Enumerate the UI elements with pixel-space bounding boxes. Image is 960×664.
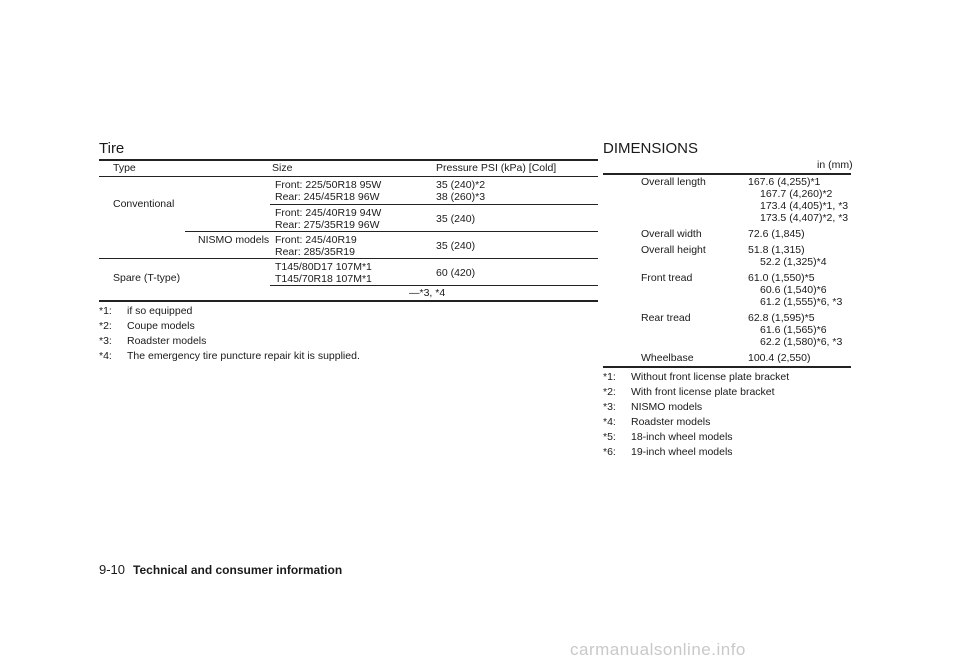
tire-spare-note: —*3, *4 (409, 287, 446, 299)
tire-table-bottom-rule (99, 300, 598, 302)
dimensions-unit: in (mm) (817, 159, 853, 171)
watermark: carmanualsonline.info (570, 640, 746, 659)
tire-type-spare: Spare (T-type) (113, 272, 181, 284)
dim-value: 51.8 (1,315) (748, 244, 805, 256)
tire-size-spare-a: T145/80D17 107M*1 (275, 261, 372, 273)
page-number: 9-10 (99, 562, 126, 577)
dimensions-footnote: *5: 18-inch wheel models (603, 431, 733, 443)
tire-pressure-spare: 60 (420) (436, 267, 476, 279)
dim-value: 62.2 (1,580)*6, *3 (760, 336, 843, 348)
page-footer (99, 562, 342, 577)
tire-table-top-rule (99, 159, 598, 161)
dimensions-section-title: DIMENSIONS (603, 140, 699, 157)
tire-pressure-conv-a: 35 (240)*2 (436, 179, 486, 191)
tire-pressure-conv-b: 38 (260)*3 (436, 191, 486, 203)
tire-footnote: *4: The emergency tire puncture repair kit is supplied. (99, 350, 360, 362)
tire-header-type: Type (113, 162, 136, 174)
dim-value: 61.6 (1,565)*6 (760, 324, 827, 336)
dim-value: 61.2 (1,555)*6, *3 (760, 296, 843, 308)
tire-row-rule (99, 258, 598, 259)
tire-header-size: Size (272, 162, 293, 174)
dimensions-footnote: *4: Roadster models (603, 416, 711, 428)
tire-size-conv-front: Front: 225/50R18 95W (275, 179, 382, 191)
dim-label-overall-height: Overall height (641, 244, 706, 256)
tire-size-conv2-rear: Rear: 275/35R19 96W (275, 219, 380, 231)
dim-value: 173.4 (4,405)*1, *3 (760, 200, 849, 212)
tire-size-nismo-front: Front: 245/40R19 (275, 234, 357, 246)
dim-value: 167.7 (4,260)*2 (760, 188, 833, 200)
tire-header-rule (99, 176, 598, 177)
dim-label-wheelbase: Wheelbase (641, 352, 694, 364)
tire-row-rule (270, 285, 598, 286)
tire-pressure-nismo: 35 (240) (436, 240, 476, 252)
tire-size-conv2-front: Front: 245/40R19 94W (275, 207, 382, 219)
dimensions-footnote: *1: Without front license plate bracket (603, 371, 790, 383)
tire-pressure-conv2: 35 (240) (436, 213, 476, 225)
dim-value: 61.0 (1,550)*5 (748, 272, 815, 284)
dimensions-footnote: *3: NISMO models (603, 401, 703, 413)
dim-label-front-tread: Front tread (641, 272, 693, 284)
dim-value: 72.6 (1,845) (748, 228, 805, 240)
dim-value: 100.4 (2,550) (748, 352, 811, 364)
tire-size-spare-b: T145/70R18 107M*1 (275, 273, 372, 285)
dim-value: 52.2 (1,325)*4 (760, 256, 827, 268)
dim-value: 167.6 (4,255)*1 (748, 176, 821, 188)
dim-label-overall-length: Overall length (641, 176, 706, 188)
dim-value: 173.5 (4,407)*2, *3 (760, 212, 849, 224)
tire-type-conventional: Conventional (113, 198, 175, 210)
dim-label-rear-tread: Rear tread (641, 312, 691, 324)
tire-footnote: *3: Roadster models (99, 335, 207, 347)
dim-value: 60.6 (1,540)*6 (760, 284, 827, 296)
dimensions-footnote: *2: With front license plate bracket (603, 386, 775, 398)
dimensions-bottom-rule (603, 366, 851, 368)
dimensions-footnote: *6: 19-inch wheel models (603, 446, 733, 458)
tire-type-nismo: NISMO models (198, 234, 270, 246)
dim-value: 62.8 (1,595)*5 (748, 312, 815, 324)
tire-size-conv-rear: Rear: 245/45R18 96W (275, 191, 380, 203)
tire-row-rule (185, 231, 598, 232)
dim-label-overall-width: Overall width (641, 228, 702, 240)
tire-footnote: *1: if so equipped (99, 305, 193, 317)
dimensions-top-rule (603, 173, 851, 175)
section-title: Technical and consumer information (133, 563, 343, 577)
tire-size-nismo-rear: Rear: 285/35R19 (275, 246, 355, 258)
tire-footnote: *2: Coupe models (99, 320, 195, 332)
tire-header-pressure: Pressure PSI (kPa) [Cold] (436, 162, 557, 174)
tire-section-title: Tire (99, 140, 125, 157)
tire-row-rule (270, 204, 598, 205)
